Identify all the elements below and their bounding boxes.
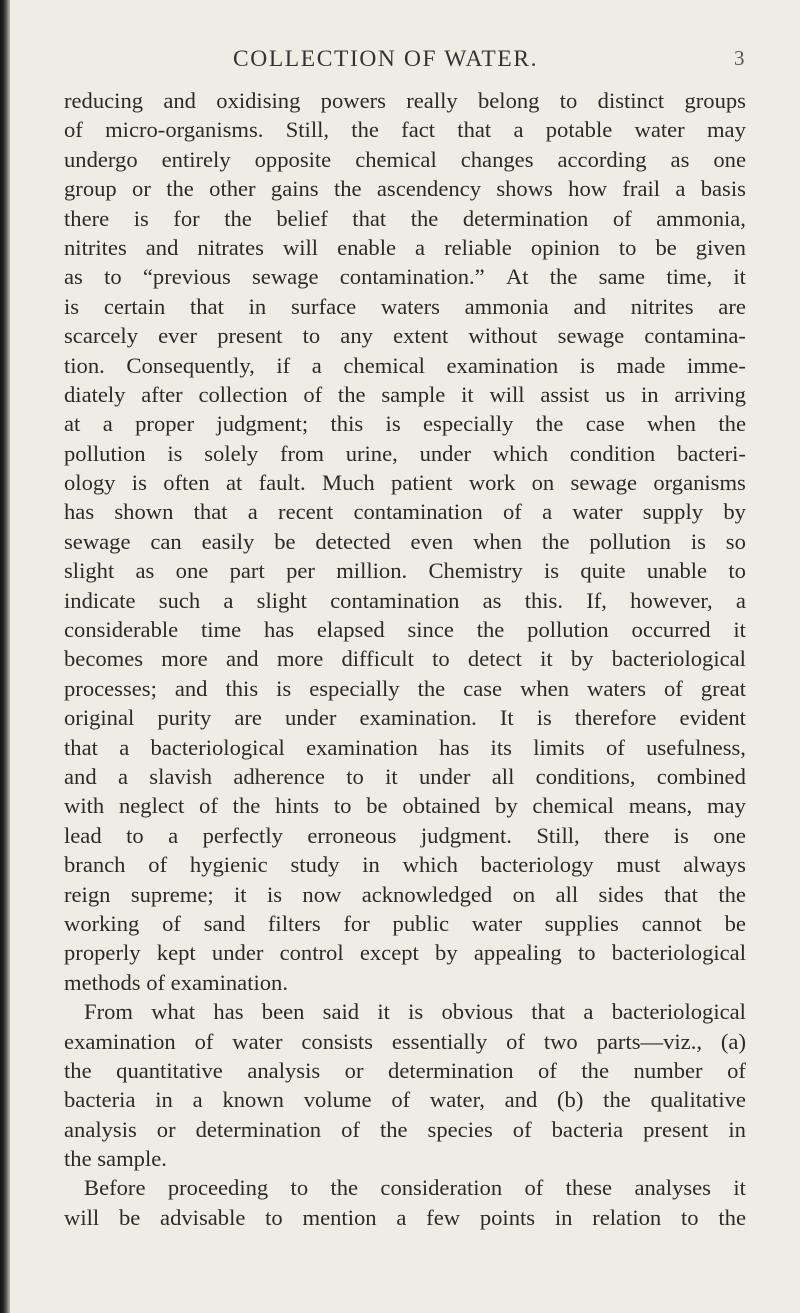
text-line: reducing and oxidising powers really belong to distinct groups: [64, 88, 746, 113]
text-line: has shown that a recent contamination of a water supply by: [64, 499, 746, 525]
text-line: that a bacteriological examination has its limits of usefulness,: [64, 734, 746, 760]
paragraph: [64, 997, 746, 1173]
text-line: scarcely ever present to any extent without sewage contamina-: [64, 323, 746, 349]
text-line: tion. Consequently, if a chemical examination is made imme-: [64, 352, 746, 378]
text-line: indicate such a slight contamination as this. If, however, a: [64, 587, 746, 613]
text-line: methods of examination.: [64, 969, 289, 995]
text-line: of micro-organisms. Still, the fact that a potable water may: [64, 117, 746, 143]
text-line: undergo entirely opposite chemical changes according as one: [64, 146, 746, 172]
text-line: examination of water consists essentially of two parts—viz., (a): [64, 1028, 746, 1054]
text-line: diately after collection of the sample it will assist us in arriving: [64, 381, 746, 407]
text-line: From what has been said it is obvious that a bacteriological: [84, 999, 746, 1025]
text-line: analysis or determination of the species of bacteria present in: [64, 1116, 746, 1142]
text-line: bacteria in a known volume of water, and (b) the qualitative: [64, 1087, 746, 1113]
text-line: considerable time has elapsed since the pollution occurred it: [64, 617, 746, 643]
text-line: reign supreme; it is now acknowledged on all sides that the: [64, 881, 746, 907]
text-line: properly kept under control except by appealing to bacteriological: [64, 940, 746, 966]
text-line: slight as one part per million. Chemistry is quite unable to: [64, 558, 746, 584]
text-line: will be advisable to mention a few points in relation to the: [64, 1204, 746, 1230]
text-line: at a proper judgment; this is especially the case when the: [64, 411, 746, 437]
paragraph: [64, 86, 746, 997]
text-line: processes; and this is especially the case when waters of great: [64, 675, 746, 701]
running-title: COLLECTION OF WATER.: [233, 46, 539, 72]
text-line: group or the other gains the ascendency shows how frail a basis: [64, 176, 746, 202]
text-line: Before proceeding to the consideration of these analyses it: [84, 1175, 746, 1201]
text-line: and a slavish adherence to it under all conditions, combined: [64, 763, 746, 789]
text-line: branch of hygienic study in which bacteriology must always: [64, 852, 746, 878]
text-line: nitrites and nitrates will enable a reliable opinion to be given: [64, 234, 746, 260]
text-line: with neglect of the hints to be obtained by chemical means, may: [64, 793, 746, 819]
text-line: there is for the belief that the determination of ammonia,: [64, 205, 746, 231]
text-line: pollution is solely from urine, under which condition bacteri-: [64, 440, 746, 466]
body-text: [64, 86, 746, 1232]
text-line: the sample.: [64, 1146, 167, 1172]
text-line: original purity are under examination. It is therefore evident: [64, 705, 746, 731]
text-line: ology is often at fault. Much patient work on sewage organisms: [64, 470, 746, 496]
paragraph: [64, 1173, 746, 1232]
text-line: sewage can easily be detected even when the pollution is so: [64, 528, 746, 554]
page-number: 3: [734, 46, 745, 70]
text-line: becomes more and more difficult to detect it by bacteriological: [64, 646, 746, 672]
text-line: lead to a perfectly erroneous judgment. Still, there is one: [64, 822, 746, 848]
running-head: [0, 46, 800, 76]
binding-edge: [0, 0, 10, 1313]
text-line: the quantitative analysis or determination of the number of: [64, 1057, 746, 1083]
text-line: as to “previous sewage contamination.” At the same time, it: [64, 264, 746, 290]
text-line: working of sand filters for public water supplies cannot be: [64, 910, 746, 936]
text-line: is certain that in surface waters ammonia and nitrites are: [64, 293, 746, 319]
